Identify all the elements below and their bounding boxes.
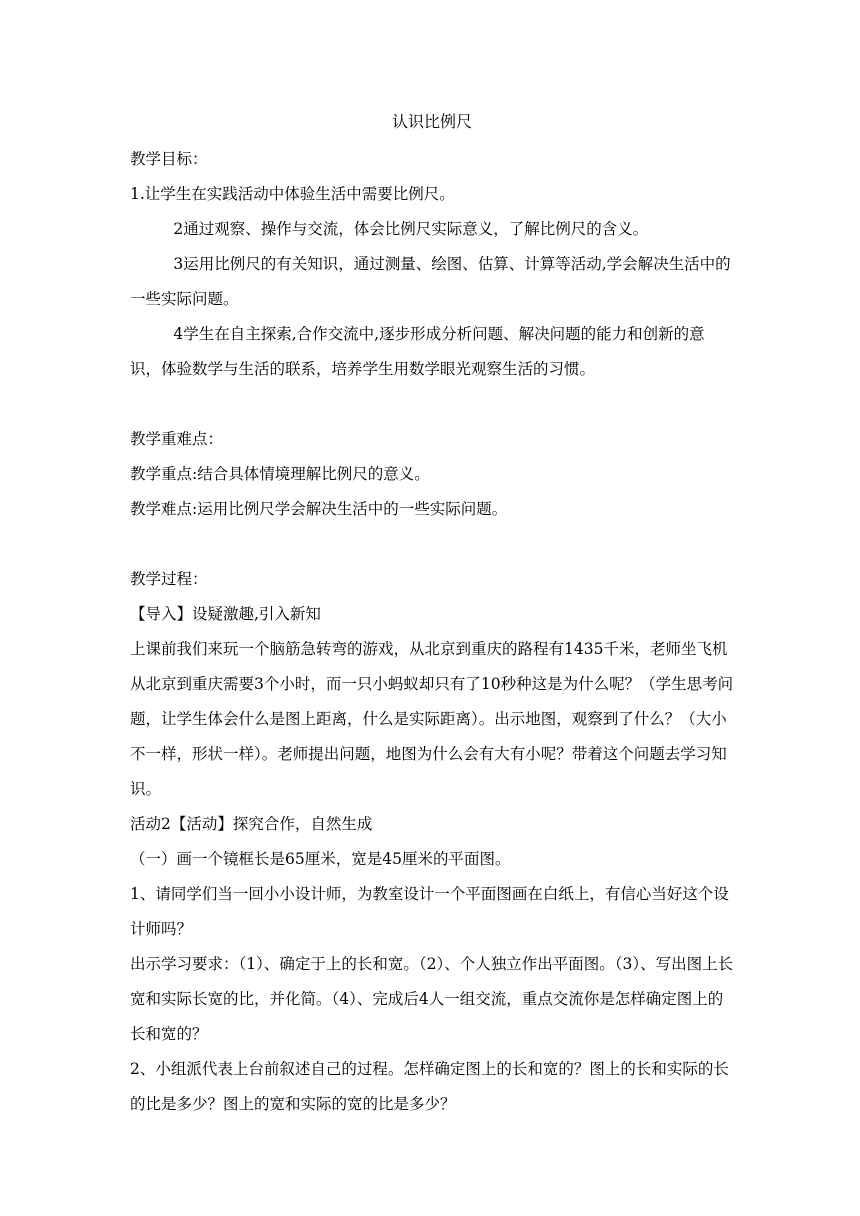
key-points-heading: 教学重难点： — [130, 430, 224, 448]
document-title: 认识比例尺 — [391, 112, 472, 131]
goal-item-1: 1.让学生在实践活动中体验生活中需要比例尺。 — [130, 185, 455, 203]
learning-requirements: 出示学习要求：（1）、确定于上的长和宽。（2）、个人独立作出平面图。（3）、写出图上长宽和实际长宽的比，并化简。（4）、完成后4人一组交流，重点交流你是怎样确定图上的长和宽的？ — [130, 955, 734, 1043]
goal-item-3: 3运用比例尺的有关知识，通过测量、绘图、估算、计算等活动,学会解决生活中的一些实际问题。 — [130, 255, 731, 308]
goals-heading: 教学目标： — [130, 150, 208, 168]
goal-item-4: 4学生在自主探索,合作交流中,逐步形成分析问题、解决问题的能力和创新的意识，体验数学与生活的联系，培养学生用数学眼光观察生活的习惯。 — [130, 325, 705, 378]
step-2: 2、小组派代表上台前叙述自己的过程。怎样确定图上的长和宽的？图上的长和实际的长的比是多少？图上的宽和实际的宽的比是多少？ — [130, 1060, 729, 1113]
spacer — [130, 527, 734, 562]
document-body — [130, 102, 734, 1122]
step-1: 1、请同学们当一回小小设计师，为教室设计一个平面图画在白纸上，有信心当好这个设计师吗？ — [130, 885, 729, 938]
key-point-difficulty: 教学难点:运用比例尺学会解决生活中的一些实际问题。 — [130, 500, 508, 518]
goal-item-2: 2通过观察、操作与交流，体会比例尺实际意义，了解比例尺的含义。 — [173, 220, 649, 238]
intro-text: 上课前我们来玩一个脑筋急转弯的游戏，从北京到重庆的路程有1435千米，老师坐飞机从北京到重庆需要3个小时，而一只小蚂蚁却只有了10秒种这是为什么呢？（学生思考问题，让学生体会什么是图上距离，什么是实际距离）。出示地图，观察到了什么？（大小不一样，形状一样）。老师提出问题，地图为什么会有大有小呢？带着这个问题去学习知识。 — [130, 640, 734, 798]
task-1: （一）画一个镜框长是65厘米，宽是45厘米的平面图。 — [130, 850, 511, 868]
process-heading: 教学过程： — [130, 570, 208, 588]
spacer — [130, 387, 734, 422]
intro-title: 【导入】设疑激趣,引入新知 — [130, 605, 321, 623]
activity-title: 活动2【活动】探究合作，自然生成 — [130, 815, 373, 833]
key-point-focus: 教学重点:结合具体情境理解比例尺的意义。 — [130, 465, 430, 483]
